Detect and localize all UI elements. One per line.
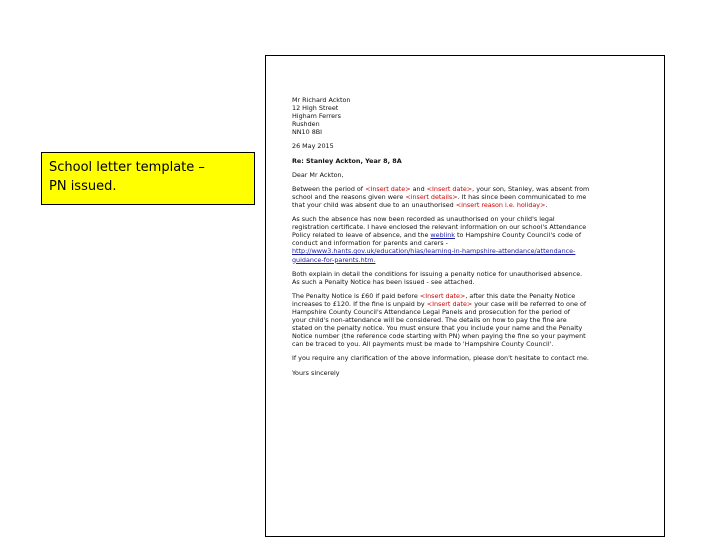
paragraph-unauthorised-record: As such the absence has now been recorded as unauthorised on your child's legal registration certificate. I have enclosed the relevant information on our school's Attendance Policy related to leave of absence, and the weblink to Hampshire County Council's code of conduct and information for parents and carers - http://www3.hants.gov.uk/education/hias/learning-in-hampshire-attendance/attendance- guidance-for-parents.htm. [292,215,634,264]
caption-line-2: PN issued. [49,179,117,194]
address-line: Rushden [292,120,320,129]
insert-date-placeholder: <Insert date> [426,299,473,308]
address-line: Mr Richard Ackton [292,96,351,104]
address-line: Higham Ferrers [292,112,342,121]
paragraph-contact: If you require any clarification of the above information, please don't hesitate to contact me. [292,354,589,363]
attendance-guidance-link[interactable]: http://www3.hants.gov.uk/education/hias/learning-in-hampshire-attendance/attendance- [292,247,576,256]
recipient-address [292,96,634,136]
paragraph-penalty-conditions: Both explain in detail the conditions for issuing a penalty notice for unauthorised absence. As such a Penalty Notice has been issued - see attached. [292,269,583,286]
caption-line-1: School letter template – [49,160,205,175]
letter-page [265,55,665,537]
insert-date-placeholder: <Insert date> [419,291,466,300]
insert-date-placeholder: <Insert date> [365,184,411,193]
address-line: NN10 8BI [292,128,323,137]
attendance-guidance-link[interactable]: guidance-for-parents.htm. [292,255,376,264]
insert-date-placeholder: <Insert date> [426,184,473,193]
template-caption-callout [41,152,255,205]
paragraph-penalty-amount: The Penalty Notice is £60 if paid before <Insert date>, after this date the Penalty Notice increases to £120. If the fine is unpaid by <Insert date> your case will be referred to one of Hampshire County Council's Attendance Legal Panels and prosecution for the period of your child's non-attendance will be considered. The details on how to pay the fine are stated on the penalty notice. You must ensure that you include your name and the Penalty Notice number (the reference code starting with PN) when paying the fine so your payment can be traced to you. All payments must be made to 'Hampshire County Council'. [292,291,587,349]
letter-subject: Re: Stanley Ackton, Year 8, 8A [292,156,402,165]
insert-reason-placeholder: <insert reason i.e. holiday> [455,200,546,209]
weblink[interactable]: weblink [430,231,455,240]
letter-body [292,96,634,383]
paragraph-absence-period: Between the period of <Insert date> and <Insert date>, your son, Stanley, was absent from school and the reasons given were <insert details>. It has since been communicated to me that your child was absent due to an unauthorised <insert reason i.e. holiday>. [292,184,590,209]
closing: Yours sincerely [292,368,340,377]
salutation: Dear Mr Ackton, [292,170,344,179]
insert-details-placeholder: <insert details> [405,192,458,201]
letter-date: 26 May 2015 [292,142,334,151]
address-line: 12 High Street [292,104,339,113]
